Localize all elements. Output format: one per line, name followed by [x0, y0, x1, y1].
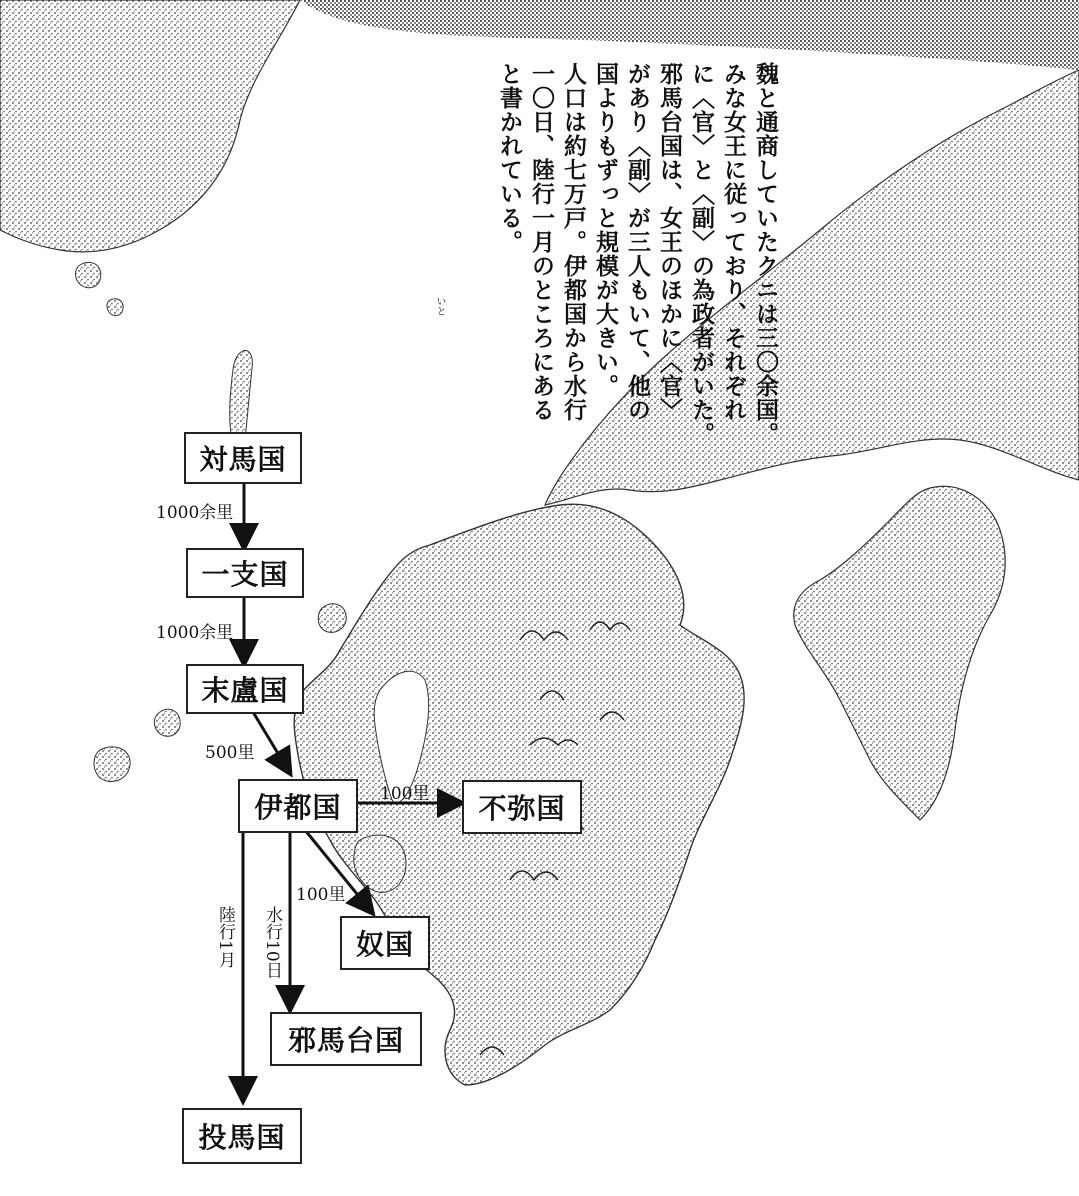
box-tsuma: 投馬国 [182, 1108, 302, 1164]
text-line-8: 一〇日、陸行一月のところにある [528, 62, 555, 422]
shikoku [794, 486, 1005, 820]
text-line-9: と書かれている。 [496, 62, 523, 254]
text-line-4: 邪馬台国は、女王のほかに〈官〉 [656, 62, 683, 422]
text-line-1: 魏と通商していたクニは三〇余国。 [752, 62, 779, 446]
korean-peninsula [0, 0, 300, 252]
text-line-6: 国よりもずっと規模が大きい。 [592, 62, 619, 398]
dist-ito-yamatai: 水行10日 [262, 906, 282, 979]
dist-ito-tsuma: 陸行1月 [215, 906, 235, 968]
dist-tsushima-ikishi: 1000余里 [156, 503, 234, 523]
box-tsushima: 対馬国 [184, 432, 302, 484]
dist-ito-fumi: 100里 [380, 784, 430, 804]
box-matsuro: 末盧国 [186, 664, 304, 714]
ruby-ito: いと [434, 296, 445, 316]
dist-ikishi-matsuro: 1000余里 [156, 623, 234, 643]
small-islands [76, 262, 124, 315]
dist-ito-na: 100里 [296, 885, 346, 905]
box-fumi: 不弥国 [462, 780, 582, 834]
text-line-2: みな女王に従っており、それぞれ [720, 62, 747, 422]
northern-landmass [300, 0, 1079, 70]
tsushima-island [230, 350, 253, 445]
box-na: 奴国 [340, 916, 430, 970]
text-line-5: があり〈副〉が三人もいて、他の [624, 62, 651, 422]
text-line-7: 人口は約七万戸。伊都国から水行 [560, 62, 587, 422]
goto-islands [94, 709, 180, 781]
text-line-3: に〈官〉と〈副〉の為政者がいた。 [688, 62, 715, 446]
dist-matsuro-ito: 500里 [205, 743, 255, 763]
box-ito: 伊都国 [238, 779, 358, 833]
iki-island [318, 604, 346, 633]
box-ikishi: 一支国 [186, 548, 304, 598]
box-yamatai: 邪馬台国 [270, 1012, 422, 1066]
description-text [493, 62, 781, 532]
